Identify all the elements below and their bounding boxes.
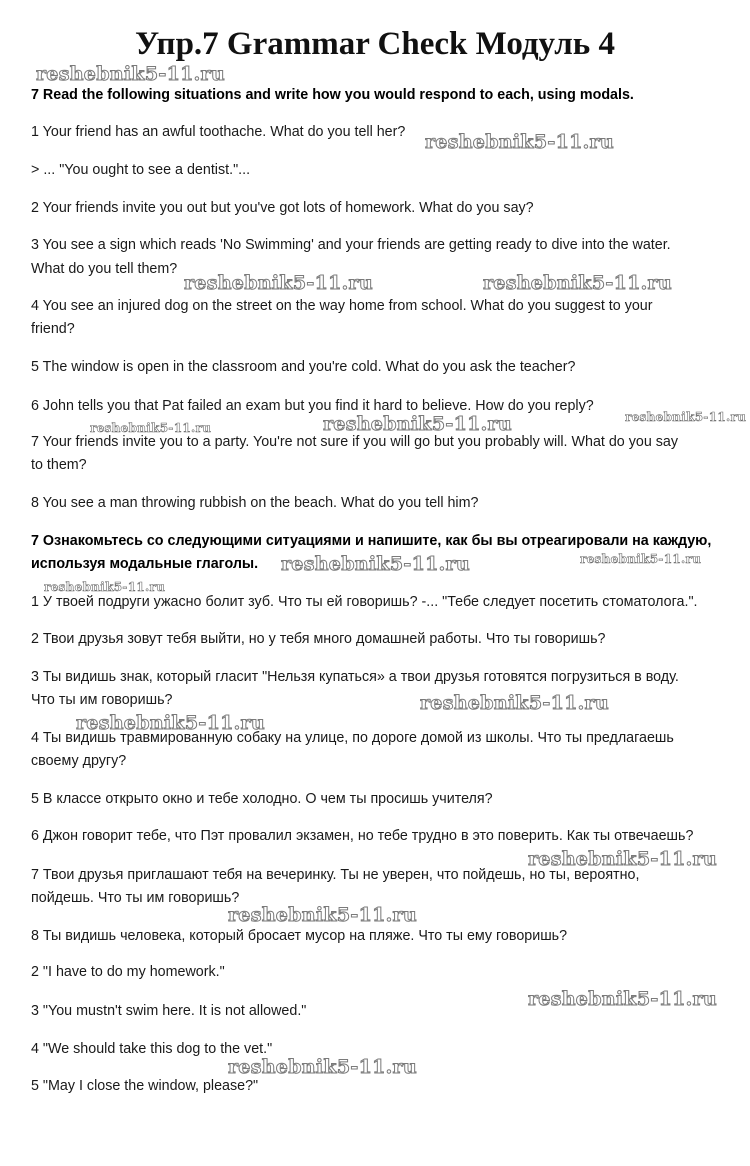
watermark: reshebnik5-11.ru [483,272,672,294]
question-3-en-line1: 3 You see a sign which reads 'No Swimming' and your friends are getting ready to dive into the water. [31,237,671,253]
task-instruction-ru-line2: используя модальные глаголы. [31,556,259,572]
watermark: reshebnik5-11.ru [425,131,614,153]
task-instruction-ru-line1: 7 Ознакомьтесь со следующими ситуациями и напишите, как бы вы отреагировали на каждую, [31,533,712,549]
question-3-en-line2: What do you tell them? [31,261,178,277]
question-5-ru: 5 В классе открыто окно и тебе холодно. О чем ты просишь учителя? [31,791,493,807]
page-title: Упр.7 Grammar Check Модуль 4 [135,26,615,62]
watermark: reshebnik5-11.ru [580,552,702,566]
answer-1-en: > ... "You ought to see a dentist."... [31,162,251,178]
question-7-ru-line2: пойдешь. Что ты им говоришь? [31,890,240,906]
watermark: reshebnik5-11.ru [76,712,265,734]
question-4-en-line2: friend? [31,321,75,337]
question-7-en-line2: to them? [31,457,87,473]
question-6-ru: 6 Джон говорит тебе, что Пэт провалил экзамен, но тебе трудно в это поверить. Как ты отвечаешь? [31,828,694,844]
watermark: reshebnik5-11.ru [420,692,609,714]
watermark: reshebnik5-11.ru [323,413,512,435]
question-5-en: 5 The window is open in the classroom and you're cold. What do you ask the teacher? [31,359,576,375]
watermark: reshebnik5-11.ru [184,272,373,294]
question-4-en-line1: 4 You see an injured dog on the street on the way home from school. What do you suggest to your [31,298,653,314]
question-6-en: 6 John tells you that Pat failed an exam but you find it hard to believe. How do you reply? [31,398,594,414]
question-2-ru: 2 Твои друзья зовут тебя выйти, но у тебя много домашней работы. Что ты говоришь? [31,631,606,647]
question-7-en-line1: 7 Your friends invite you to a party. You're not sure if you will go but you probably will. What do you say [31,434,678,450]
watermark: reshebnik5-11.ru [528,988,717,1010]
question-2-en: 2 Your friends invite you out but you've got lots of homework. What do you say? [31,200,534,216]
watermark: reshebnik5-11.ru [36,63,225,85]
answer-2: 2 "I have to do my homework." [31,964,225,980]
question-8-en: 8 You see a man throwing rubbish on the beach. What do you tell him? [31,495,479,511]
question-8-ru: 8 Ты видишь человека, который бросает мусор на пляже. Что ты ему говоришь? [31,928,568,944]
watermark: reshebnik5-11.ru [528,848,717,870]
watermark: reshebnik5-11.ru [228,904,417,926]
question-3-ru-line1: 3 Ты видишь знак, который гласит "Нельзя купаться» а твои друзья готовятся погрузиться в воду. [31,669,679,685]
watermark: reshebnik5-11.ru [281,553,470,575]
question-1-ru: 1 У твоей подруги ужасно болит зуб. Что ты ей говоришь? -... "Тебе следует посетить стоматолога.". [31,594,698,610]
answer-4: 4 "We should take this dog to the vet." [31,1041,273,1057]
task-instruction-en: 7 Read the following situations and write how you would respond to each, using modals. [31,87,634,103]
question-4-ru-line2: своему другу? [31,753,127,769]
watermark: reshebnik5-11.ru [228,1056,417,1078]
question-3-ru-line2: Что ты им говоришь? [31,692,173,708]
answer-5: 5 "May I close the window, please?" [31,1078,259,1094]
question-4-ru-line1: 4 Ты видишь травмированную собаку на улице, по дороге домой из школы. Что ты предлагаешь [31,730,674,746]
watermark: reshebnik5-11.ru [625,410,747,424]
question-7-ru-line1: 7 Твои друзья приглашают тебя на вечеринку. Ты не уверен, что пойдешь, но ты, вероятно, [31,867,640,883]
question-1-en: 1 Your friend has an awful toothache. What do you tell her? [31,124,406,140]
answer-3: 3 "You mustn't swim here. It is not allowed." [31,1003,307,1019]
watermark: reshebnik5-11.ru [44,580,166,594]
watermark: reshebnik5-11.ru [90,421,212,435]
